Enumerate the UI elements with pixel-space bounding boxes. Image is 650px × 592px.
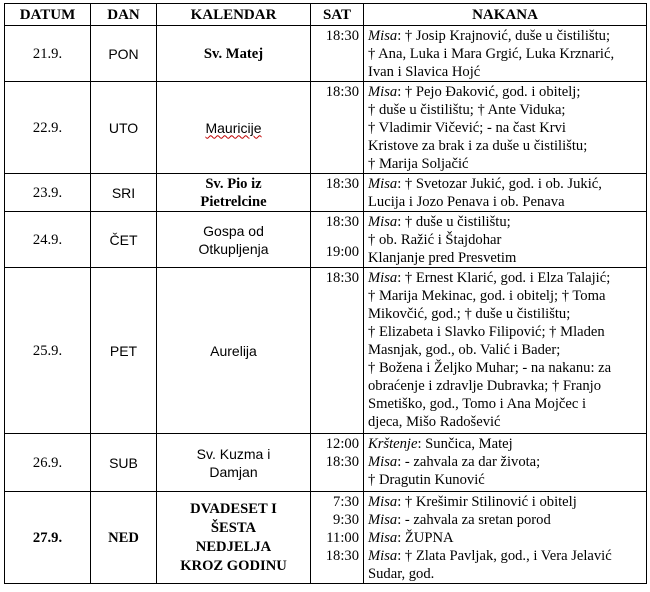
time-value: 18:30 xyxy=(325,270,359,286)
time-cell xyxy=(311,174,364,212)
intention-label: Misa xyxy=(368,84,398,100)
date-cell: 23.9. xyxy=(5,174,91,212)
intention-line: † Marija Mekinac, god. i obitelj; † Toma xyxy=(368,288,606,304)
table-row xyxy=(5,174,647,212)
time-cell xyxy=(311,26,364,82)
day-cell: SUB xyxy=(91,434,157,492)
intention-line: Misa: † Svetozar Jukić, god. i ob. Jukić, xyxy=(368,176,602,192)
intention-label: Misa xyxy=(368,494,398,510)
header-sat: SAT xyxy=(311,4,364,26)
intention-label: Misa xyxy=(368,176,398,192)
intention-label: Misa xyxy=(368,28,398,44)
intention-label: Misa xyxy=(368,512,398,528)
day-cell: ČET xyxy=(91,212,157,268)
time-cell xyxy=(311,492,364,584)
header-nakana: NAKANA xyxy=(364,4,647,26)
day-cell: SRI xyxy=(91,174,157,212)
intention-line: Misa: - zahvala za dar života; xyxy=(368,454,541,470)
intention-line: Kristove za brak i za duše u čistilištu; xyxy=(368,138,588,154)
intention-cell xyxy=(364,268,647,434)
date-cell: 21.9. xyxy=(5,26,91,82)
time-value: 18:30 xyxy=(325,548,359,564)
intention-cell xyxy=(364,82,647,174)
day-cell: NED xyxy=(91,492,157,584)
intention-label: Misa xyxy=(368,530,398,546)
table-row xyxy=(5,26,647,82)
time-value: 9:30 xyxy=(333,512,359,528)
date-cell: 22.9. xyxy=(5,82,91,174)
day-cell: PET xyxy=(91,268,157,434)
intention-line: † Ana, Luka i Mara Grgić, Luka Krznarić, xyxy=(368,46,615,62)
intention-line: Ivan i Slavica Hojć xyxy=(368,64,481,80)
intention-cell xyxy=(364,174,647,212)
intention-line: Misa: - zahvala za sretan porod xyxy=(368,512,551,528)
intention-line: † Marija Soljačić xyxy=(368,156,469,172)
table-row xyxy=(5,268,647,434)
intention-line: obraćenje i zdravlje Dubravka; † Franjo xyxy=(368,378,602,394)
table-row xyxy=(5,434,647,492)
intention-label: Krštenje xyxy=(368,436,418,452)
intention-line: Lucija i Jozo Penava i ob. Penava xyxy=(368,194,565,210)
date-cell: 27.9. xyxy=(5,492,91,584)
time-value: 18:30 xyxy=(325,84,359,100)
calendar-cell: DVADESET I ŠESTA NEDJELJA KROZ GODINU xyxy=(157,492,311,584)
intention-cell xyxy=(364,212,647,268)
intention-label: Misa xyxy=(368,548,398,564)
header-dan: DAN xyxy=(91,4,157,26)
intention-label: Misa xyxy=(368,270,398,286)
intention-line: djeca, Mišo Radošević xyxy=(368,414,501,430)
time-value: 7:30 xyxy=(333,494,359,510)
time-value: 12:00 xyxy=(325,436,359,452)
calendar-cell: Sv. Kuzma i Damjan xyxy=(157,434,311,492)
intention-line: † Vladimir Vičević; - na čast Krvi xyxy=(368,120,566,136)
mass-schedule-table xyxy=(4,3,647,584)
intention-cell xyxy=(364,434,647,492)
calendar-cell: Sv. Pio iz Pietrelcine xyxy=(157,174,311,212)
intention-line: Krštenje: Sunčica, Matej xyxy=(368,436,513,452)
intention-line: Misa: † Zlata Pavljak, god., i Vera Jelavić xyxy=(368,548,612,564)
time-cell xyxy=(311,434,364,492)
intention-cell xyxy=(364,26,647,82)
intention-line: Misa: † Pejo Đaković, god. i obitelj; xyxy=(368,84,581,100)
intention-line: Misa: † duše u čistilištu; xyxy=(368,214,511,230)
date-cell: 24.9. xyxy=(5,212,91,268)
time-value: 18:30 xyxy=(325,454,359,470)
intention-line: † Božena i Željko Muhar; - na nakanu: za xyxy=(368,360,612,376)
table-row xyxy=(5,492,647,584)
calendar-cell: Gospa od Otkupljenja xyxy=(157,212,311,268)
calendar-cell: Sv. Matej xyxy=(157,26,311,82)
time-cell xyxy=(311,212,364,268)
intention-line: † Elizabeta i Slavko Filipović; † Mladen xyxy=(368,324,605,340)
intention-line: Masnjak, god., ob. Valić i Bader; xyxy=(368,342,561,358)
header-datum: DATUM xyxy=(5,4,91,26)
time-value: 18:30 xyxy=(325,28,359,44)
intention-line: Smetiško, god., Tomo i Ana Mojčec i xyxy=(368,396,587,412)
intention-line: Misa: † Ernest Klarić, god. i Elza Talajić; xyxy=(368,270,611,286)
intention-line: Misa: † Krešimir Stilinović i obitelj xyxy=(368,494,577,510)
table-row xyxy=(5,82,647,174)
intention-cell xyxy=(364,492,647,584)
intention-line: † ob. Ražić i Štajdohar xyxy=(368,232,502,248)
time-cell xyxy=(311,82,364,174)
time-value: 18:30 xyxy=(325,214,359,230)
day-cell: PON xyxy=(91,26,157,82)
intention-line: Misa: † Josip Krajnović, duše u čistilištu; xyxy=(368,28,611,44)
header-row xyxy=(5,4,647,26)
time-value: 19:00 xyxy=(325,244,359,260)
calendar-cell: Mauricije xyxy=(157,82,311,174)
time-value: 18:30 xyxy=(325,176,359,192)
intention-label: Misa xyxy=(368,454,398,470)
calendar-cell: Aurelija xyxy=(157,268,311,434)
date-cell: 26.9. xyxy=(5,434,91,492)
intention-line: † Dragutin Kunović xyxy=(368,472,485,488)
intention-line: † duše u čistilištu; † Ante Viduka; xyxy=(368,102,566,118)
intention-line: Sudar, god. xyxy=(368,566,435,582)
day-cell: UTO xyxy=(91,82,157,174)
intention-line: Klanjanje pred Presvetim xyxy=(368,250,517,266)
table-row xyxy=(5,212,647,268)
header-kalendar: KALENDAR xyxy=(157,4,311,26)
intention-line: Misa: ŽUPNA xyxy=(368,530,454,546)
intention-line: Mikovčić, god.; † duše u čistilištu; xyxy=(368,306,571,322)
time-cell xyxy=(311,268,364,434)
time-value: 11:00 xyxy=(326,530,359,546)
date-cell: 25.9. xyxy=(5,268,91,434)
intention-label: Misa xyxy=(368,214,398,230)
